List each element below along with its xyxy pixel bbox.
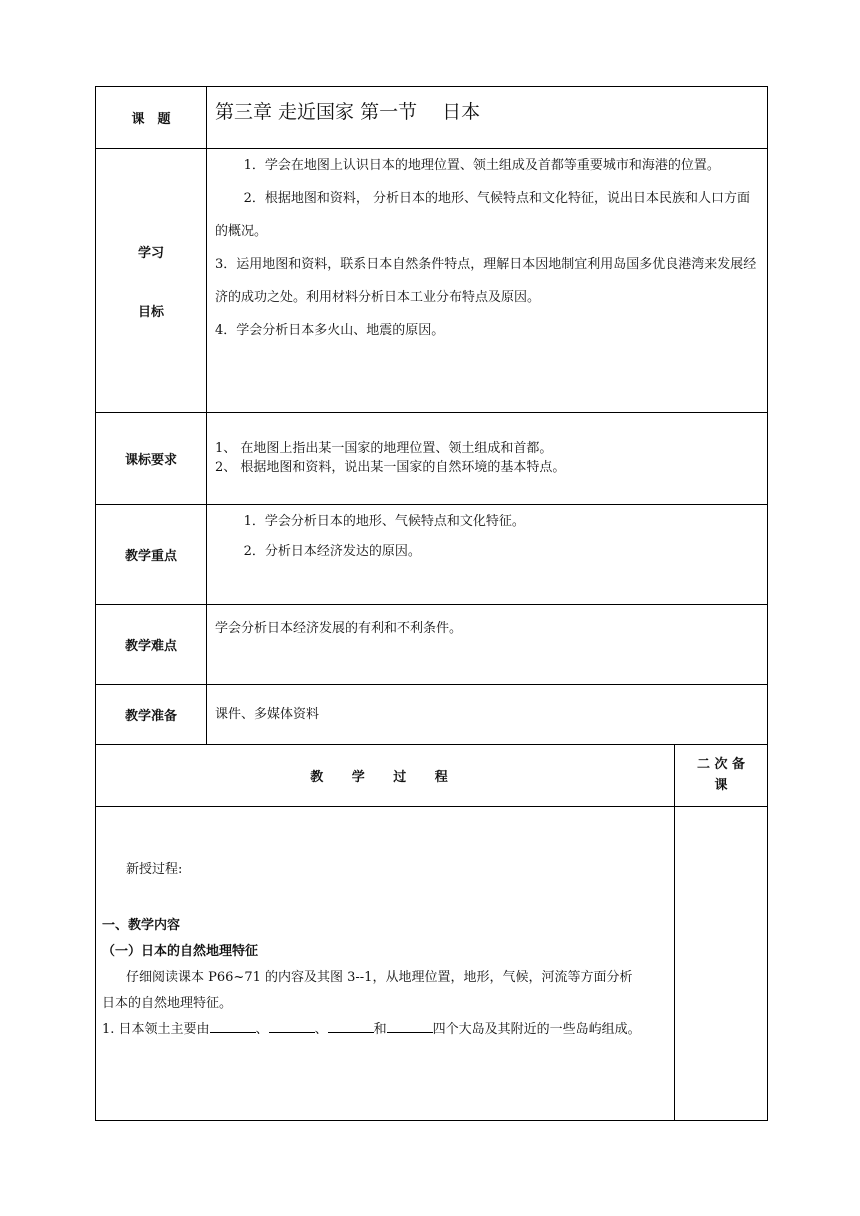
preparation-label: 教学准备 xyxy=(96,685,207,745)
objective-item: 1．学会在地图上认识日本的地理位置、领土组成及首都等重要城市和海港的位置。 xyxy=(243,158,720,173)
reading-instruction: 仔细阅读课本 P66~71 的内容及其图 3--1，从地理位置，地形，气候，河流等方面分析 xyxy=(126,970,633,985)
process-header: 教 学 过 程 xyxy=(96,745,675,807)
row-preparation xyxy=(96,685,768,745)
row-lesson-title xyxy=(96,87,768,149)
row-process-header xyxy=(96,745,768,807)
standards-label: 课标要求 xyxy=(96,413,207,505)
second-prep-line2: 课 xyxy=(714,777,728,793)
second-prep-column xyxy=(675,807,768,1121)
process-content xyxy=(96,807,675,1121)
key-point-item: 2．分析日本经济发达的原因。 xyxy=(243,544,421,559)
standard-item: 2、 根据地图和资料，说出某一国家的自然环境的基本特点。 xyxy=(215,459,566,475)
key-points-content xyxy=(207,505,768,605)
row-difficulties xyxy=(96,605,768,685)
second-prep-line1: 二 次 备 xyxy=(696,756,746,772)
blank-3[interactable] xyxy=(328,1019,374,1033)
lesson-title: 第三章 走近国家 第一节 日本 xyxy=(207,87,768,149)
standards-content xyxy=(207,413,768,505)
key-point-item: 1．学会分析日本的地形、气候特点和文化特征。 xyxy=(243,514,525,529)
row-objectives xyxy=(96,149,768,413)
reading-instruction-cont: 日本的自然地理特征。 xyxy=(102,996,233,1011)
objectives-label-line1: 学习 xyxy=(137,245,164,261)
blank-2[interactable] xyxy=(269,1019,315,1033)
subsection-heading: （一）日本的自然地理特征 xyxy=(102,944,259,959)
objectives-content xyxy=(207,149,768,413)
preparation-text: 课件、多媒体资料 xyxy=(207,685,768,745)
objective-item: 3．运用地图和资料，联系日本自然条件特点，理解日本因地制宜利用岛国多优良港湾来发展经济的成功之处。利用材料分析日本工业分布特点及原因。 xyxy=(215,257,757,305)
process-intro: 新授过程: xyxy=(126,862,183,877)
standard-item: 1、 在地图上指出某一国家的地理位置、领土组成和首都。 xyxy=(215,440,553,456)
difficulties-label: 教学难点 xyxy=(96,605,207,685)
lesson-plan-table xyxy=(95,86,767,1121)
question-1: 1. 日本领土主要由 、 、 和 四个大岛及其附近的一些岛屿组成。 xyxy=(102,1017,668,1043)
objectives-label xyxy=(96,149,207,413)
row-standards xyxy=(96,413,768,505)
lesson-plan-grid xyxy=(95,86,768,1121)
key-points-label: 教学重点 xyxy=(96,505,207,605)
row-key-points xyxy=(96,505,768,605)
row-process-body xyxy=(96,807,768,1121)
difficulties-text: 学会分析日本经济发展的有利和不利条件。 xyxy=(207,605,768,685)
blank-4[interactable] xyxy=(387,1019,433,1033)
objective-item: 2．根据地图和资料， 分析日本的地形、气候特点和文化特征，说出日本民族和人口方面的概况。 xyxy=(215,191,750,239)
second-prep-header xyxy=(675,745,768,807)
lesson-label: 课 题 xyxy=(96,87,207,149)
section-heading: 一、教学内容 xyxy=(102,918,181,933)
objective-item: 4．学会分析日本多火山、地震的原因。 xyxy=(215,323,445,338)
objectives-label-line2: 目标 xyxy=(137,304,164,320)
blank-1[interactable] xyxy=(210,1019,256,1033)
